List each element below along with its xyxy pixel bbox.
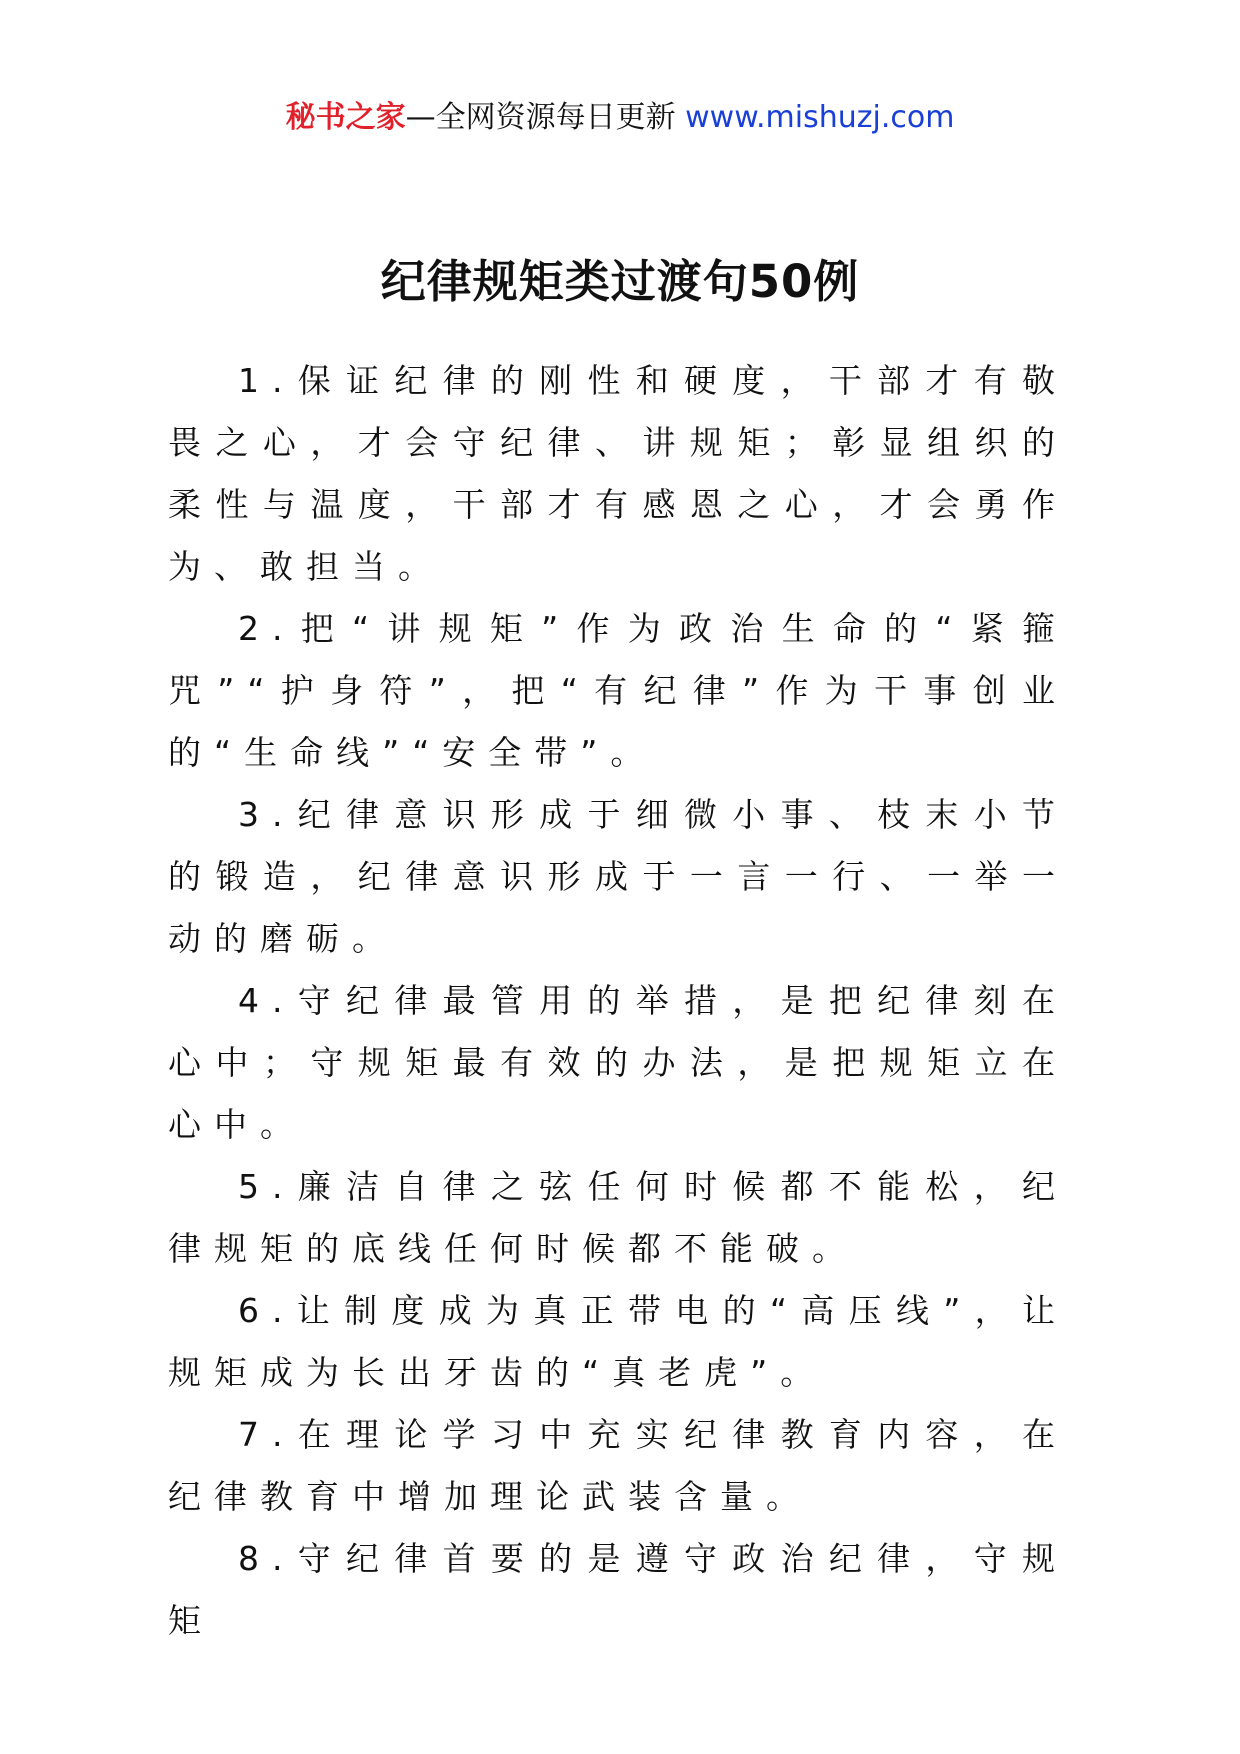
paragraph-2: 2.把“讲规矩”作为政治生命的“紧箍咒”“护身符”，把“有纪律”作为干事创业的“生命线”“安全带”。 <box>168 609 1068 772</box>
site-url-link[interactable]: www.mishuzj.com <box>685 100 955 135</box>
site-brand: 秘书之家 <box>285 100 406 135</box>
paragraph-8: 8.守纪律首要的是遵守政治纪律，守规矩 <box>168 1539 1068 1640</box>
paragraph-3: 3.纪律意识形成于细微小事、枝末小节的锻造，纪律意识形成于一言一行、一举一动的磨砺。 <box>168 795 1068 958</box>
paragraph-4: 4.守纪律最管用的举措，是把纪律刻在心中；守规矩最有效的办法，是把规矩立在心中。 <box>168 981 1068 1144</box>
site-tagline: —全网资源每日更新 <box>405 100 686 135</box>
document-body <box>168 350 1068 1652</box>
paragraph-6: 6.让制度成为真正带电的“高压线”，让规矩成为长出牙齿的“真老虎”。 <box>168 1291 1068 1392</box>
paragraph-1: 1.保证纪律的刚性和硬度，干部才有敬畏之心，才会守纪律、讲规矩；彰显组织的柔性与温度，干部才有感恩之心，才会勇作为、敢担当。 <box>168 361 1068 586</box>
paragraph-5: 5.廉洁自律之弦任何时候都不能松，纪律规矩的底线任何时候都不能破。 <box>168 1167 1068 1268</box>
document-title: 纪律规矩类过渡句50例 <box>380 255 860 308</box>
site-header-banner <box>0 98 1240 138</box>
paragraph-7: 7.在理论学习中充实纪律教育内容，在纪律教育中增加理论武装含量。 <box>168 1415 1068 1516</box>
